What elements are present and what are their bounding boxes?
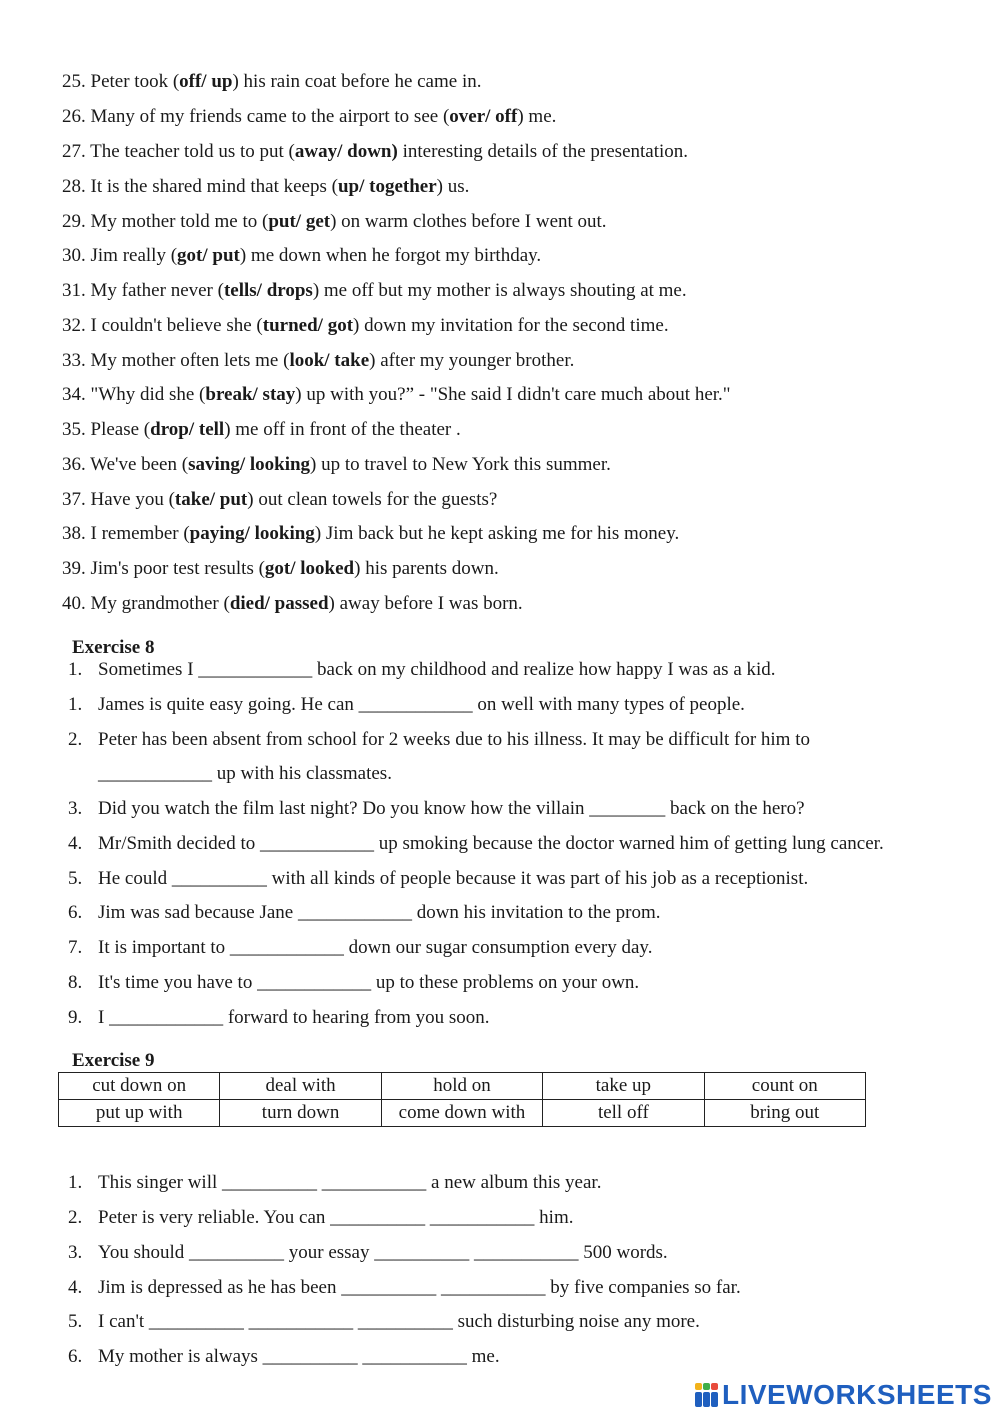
list-item: 34. "Why did she (break/ stay) up with you?” - "She said I didn't care much about her." [62, 384, 731, 405]
list-item: 2. Peter has been absent from school for 2 weeks due to his illness. It may be difficult for him to [68, 729, 810, 750]
liveworksheets-logo[interactable] [695, 1378, 992, 1412]
list-item: 36. We've been (saving/ looking) up to travel to New York this summer. [62, 454, 611, 475]
table-cell: deal with [220, 1073, 381, 1100]
word-box-table [58, 1072, 866, 1127]
table-cell: turn down [220, 1100, 381, 1127]
list-item: 1. James is quite easy going. He can ____________ on well with many types of people. [68, 694, 745, 715]
list-item: 35. Please (drop/ tell) me off in front of the theater . [62, 419, 461, 440]
list-item: 32. I couldn't believe she (turned/ got) down my invitation for the second time. [62, 315, 669, 336]
table-cell: bring out [704, 1100, 865, 1127]
table-cell: cut down on [59, 1073, 220, 1100]
table-cell: hold on [381, 1073, 542, 1100]
list-item: 3. Did you watch the film last night? Do you know how the villain ________ back on the hero? [68, 798, 805, 819]
list-item: 31. My father never (tells/ drops) me off but my mother is always shouting at me. [62, 280, 687, 301]
list-item: 6. Jim was sad because Jane ____________ down his invitation to the prom. [68, 902, 661, 923]
list-item: 30. Jim really (got/ put) me down when he forgot my birthday. [62, 245, 542, 266]
list-item: 5. He could __________ with all kinds of people because it was part of his job as a receptionist. [68, 868, 809, 889]
table-cell: put up with [59, 1100, 220, 1127]
list-item: 39. Jim's poor test results (got/ looked) his parents down. [62, 558, 499, 579]
list-item: 1. Sometimes I ____________ back on my childhood and realize how happy I was as a kid. [68, 659, 776, 680]
list-item: 7. It is important to ____________ down our sugar consumption every day. [68, 937, 653, 958]
table-cell: tell off [543, 1100, 704, 1127]
table-row [59, 1073, 866, 1100]
list-item: 38. I remember (paying/ looking) Jim back but he kept asking me for his money. [62, 523, 680, 544]
list-item: 33. My mother often lets me (look/ take) after my younger brother. [62, 350, 575, 371]
exercise-9-heading: Exercise 9 [72, 1050, 155, 1071]
list-item: 26. Many of my friends came to the airport to see (over/ off) me. [62, 106, 557, 127]
list-item: 40. My grandmother (died/ passed) away before I was born. [62, 593, 523, 614]
list-item: 3. You should __________ your essay __________ ___________ 500 words. [68, 1242, 668, 1263]
list-item: 28. It is the shared mind that keeps (up/ together) us. [62, 176, 470, 197]
list-item: 8. It's time you have to ____________ up to these problems on your own. [68, 972, 640, 993]
list-item: 1. This singer will __________ ___________ a new album this year. [68, 1172, 602, 1193]
list-item: 9. I ____________ forward to hearing from you soon. [68, 1007, 490, 1028]
list-item: 29. My mother told me to (put/ get) on warm clothes before I went out. [62, 211, 607, 232]
list-item-continuation: ____________ up with his classmates. [98, 763, 392, 784]
table-cell: come down with [381, 1100, 542, 1127]
liveworksheets-logo-icon [695, 1381, 719, 1409]
table-row [59, 1100, 866, 1127]
table-cell: take up [543, 1073, 704, 1100]
list-item: 37. Have you (take/ put) out clean towels for the guests? [62, 489, 498, 510]
logo-text: LIVEWORKSHEETS [722, 1379, 992, 1410]
list-item: 2. Peter is very reliable. You can __________ ___________ him. [68, 1207, 574, 1228]
list-item: 27. The teacher told us to put (away/ down) interesting details of the presentation. [62, 141, 689, 162]
list-item: 6. My mother is always __________ ___________ me. [68, 1346, 500, 1367]
list-item: 25. Peter took (off/ up) his rain coat before he came in. [62, 71, 482, 92]
exercise-8-heading: Exercise 8 [72, 637, 155, 658]
list-item: 4. Mr/Smith decided to ____________ up smoking because the doctor warned him of getting lung cancer. [68, 833, 884, 854]
list-item: 5. I can't __________ ___________ __________ such disturbing noise any more. [68, 1311, 700, 1332]
table-cell: count on [704, 1073, 865, 1100]
list-item: 4. Jim is depressed as he has been __________ ___________ by five companies so far. [68, 1277, 741, 1298]
